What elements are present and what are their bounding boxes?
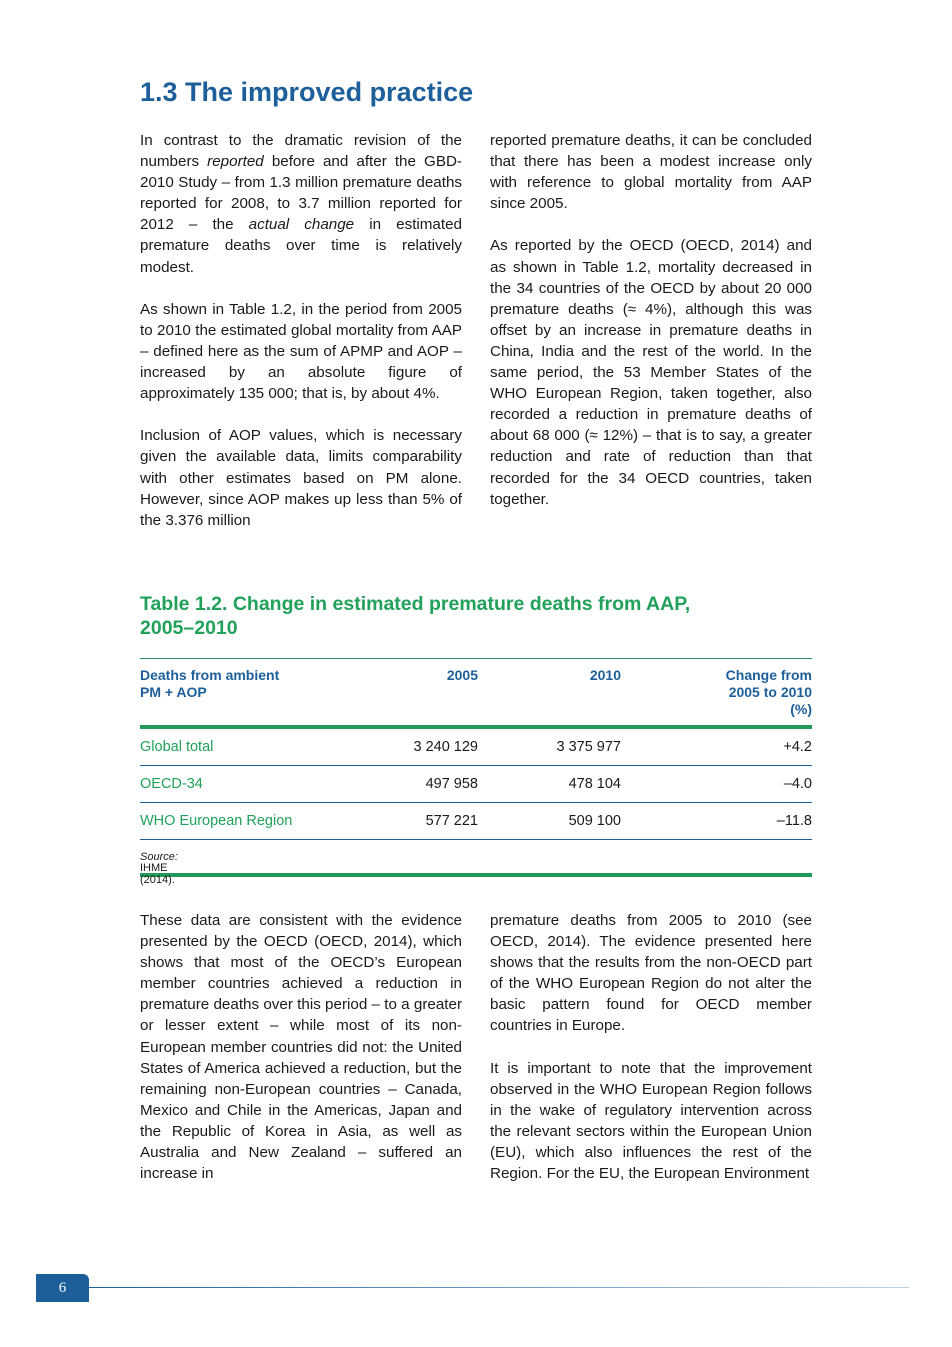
row-label: Global total xyxy=(140,739,214,755)
page-number: 6 xyxy=(36,1274,89,1302)
table-source xyxy=(140,840,812,886)
column-header-2010: 2010 xyxy=(589,667,621,683)
paragraph: As reported by the OECD (OECD, 2014) and as shown in Table 1.2, mortality decreased in the 34 countries of the OECD by about 20 000 premature deaths (≈ 4%), although this was offset by an increase in premature deaths in China, India and the rest of the world. In the same period, the 53 Member States of the WHO European Region, taken together, also recorded a reduction in premature deaths of about 68 000 (≈ 12%) – that is to say, a greater reduction and rate of reduction than that recorded for the 34 OECD countries, taken together. xyxy=(490,237,812,508)
cell-2005: 577 221 xyxy=(425,813,478,829)
text-column-top-right xyxy=(490,130,812,510)
paragraph: reported premature deaths, it can be concluded that there has been a modest increase only with reference to global mortality from AAP since 2005. xyxy=(490,132,812,213)
text-column-bottom-left xyxy=(140,910,462,1184)
cell-2010: 509 100 xyxy=(568,813,621,829)
table-bottom-rule xyxy=(140,873,812,877)
cell-change: –4.0 xyxy=(783,776,812,792)
table-row xyxy=(140,803,812,839)
source-text: IHME (2014). xyxy=(140,862,175,886)
paragraph: These data are consistent with the evidence presented by the OECD (OECD, 2014), which shows that most of the OECD’s European member countries achieved a reduction in premature deaths over this period – to a greater or lesser extent – while most of its non-European member countries did not: the United States of America achieved a reduction, but the remaining non-European countries – Canada, Mexico and Chile in the Americas, Japan and the Republic of Korea in Asia, as well as Australia and New Zealand – suffered an increase in xyxy=(140,912,462,1183)
column-header-deaths: Deaths from ambient PM + AOP xyxy=(140,667,280,700)
column-header-2005: 2005 xyxy=(446,667,478,683)
source-label: Source: xyxy=(140,851,178,863)
data-table xyxy=(140,658,812,886)
row-label: WHO European Region xyxy=(140,813,293,829)
cell-2010: 3 375 977 xyxy=(556,739,621,755)
text-column-top-left xyxy=(140,130,462,531)
paragraph: In contrast to the dramatic revision of the numbers reported before and after the GBD-2010 Study – from 1.3 million premature deaths reported for 2008, to 3.7 million reported for 2012 – the actual change in estimated premature deaths over time is relatively modest. xyxy=(140,132,462,276)
paragraph: It is important to note that the improvement observed in the WHO European Region follows in the wake of regulatory intervention across the relevant sectors within the European Union (EU), which also influences the rest of the Region. For the EU, the European Environment xyxy=(490,1059,812,1183)
cell-change: –11.8 xyxy=(776,813,812,829)
paragraph: premature deaths from 2005 to 2010 (see OECD, 2014). The evidence presented here shows that the results from the non-OECD part of the WHO European Region do not alter the basic pattern found for OECD member countries in Europe. xyxy=(490,912,812,1035)
text-column-bottom-right xyxy=(490,910,812,1184)
paragraph: As shown in Table 1.2, in the period from 2005 to 2010 the estimated global mortality from AAP – defined here as the sum of APMP and AOP – increased by an absolute figure of approximately 135 000; that is, by about 4%. xyxy=(140,300,462,403)
table-header xyxy=(140,659,812,725)
paragraph: Inclusion of AOP values, which is necessary given the available data, limits comparability with other estimates based on PM alone. However, since AOP makes up less than 5% of the 3.376 million xyxy=(140,427,462,529)
cell-2005: 497 958 xyxy=(425,776,478,792)
cell-change: +4.2 xyxy=(783,739,812,755)
table-row xyxy=(140,766,812,802)
cell-2005: 3 240 129 xyxy=(413,739,478,755)
cell-2010: 478 104 xyxy=(568,776,621,792)
table-title: Table 1.2. Change in estimated premature deaths from AAP, 2005–2010 xyxy=(140,593,691,639)
table-row xyxy=(140,729,812,765)
column-header-change: Change from 2005 to 2010 (%) xyxy=(725,667,812,717)
footer-rule xyxy=(89,1287,909,1288)
section-heading: 1.3 The improved practice xyxy=(140,77,474,107)
row-label: OECD-34 xyxy=(140,776,203,792)
